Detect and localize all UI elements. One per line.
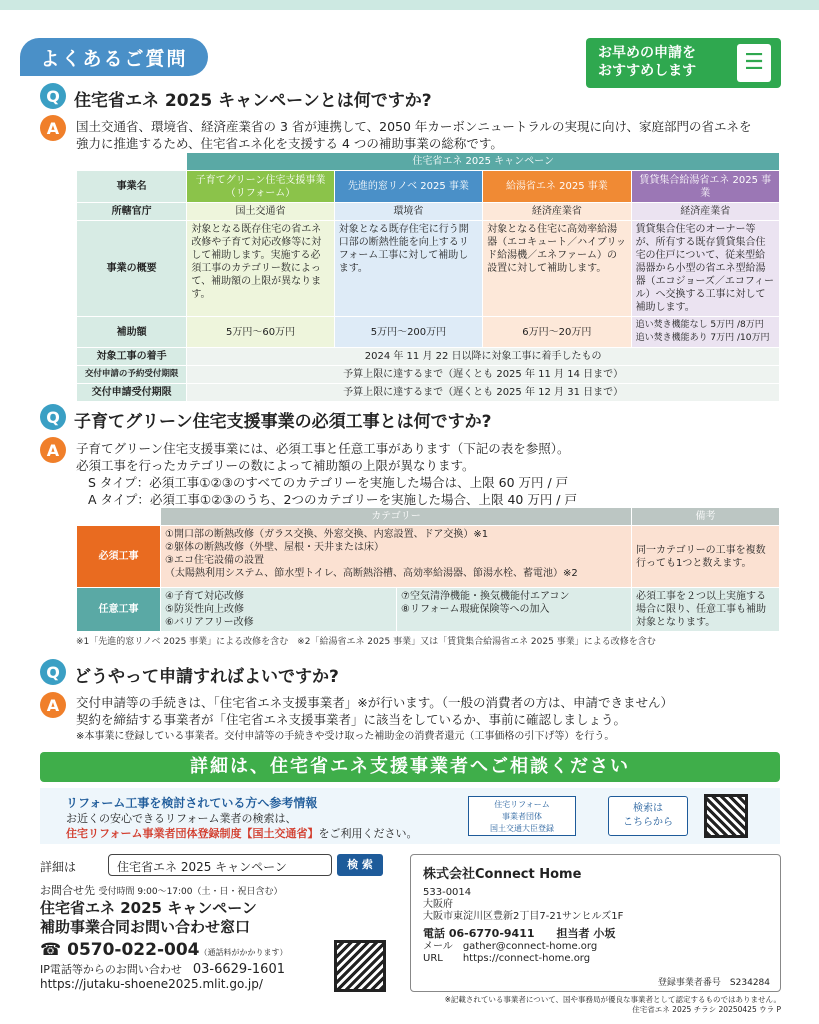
program3-summary: 対象となる住宅に高効率給湯器（エコキュート／ハイブリッド給湯機／エネファーム）の設置に対して補助します。 bbox=[483, 221, 631, 317]
program1-ministry: 国土交通省 bbox=[187, 203, 334, 221]
program4-subsidy-line2: 追い焚き機能あり 7万円 /10万円 bbox=[635, 333, 770, 343]
disclaimer-line2: 住宅省エネ 2025 チラシ 20250425 ウラ P bbox=[632, 1005, 781, 1014]
org-line2: 補助事業合同お問い合わせ窓口 bbox=[40, 918, 251, 936]
phone-icon: ☎ bbox=[40, 940, 62, 960]
q2-question: 子育てグリーン住宅支援事業の必須工事とは何ですか? bbox=[74, 412, 492, 432]
q1-question: 住宅省エネ 2025 キャンペーンとは何ですか? bbox=[74, 91, 432, 111]
q3-answer-line1: 交付申請等の手続きは、「住宅省エネ支援事業者」※が行います。（一般の消費者の方は、申請できません） bbox=[76, 695, 673, 710]
company-phone[interactable]: 06-6770-9411 bbox=[448, 927, 535, 940]
reform-info-box bbox=[40, 788, 780, 844]
company-postal: 533-0014 bbox=[423, 887, 472, 898]
start-text: 2024 年 11 月 22 日以降に対象工事に着手したもの bbox=[187, 348, 780, 366]
row-label-apply: 交付申請受付期限 bbox=[77, 384, 187, 402]
faq-tag: よくあるご質問 bbox=[20, 38, 208, 76]
program3-subsidy: 6万円〜20万円 bbox=[483, 317, 631, 348]
a-icon: A bbox=[40, 692, 66, 718]
ip-phone-label: IP電話等からのお問い合わせ bbox=[40, 963, 182, 976]
mail-label: メール bbox=[423, 941, 453, 952]
program2-subsidy: 5万円〜200万円 bbox=[334, 317, 482, 348]
program4-name: 賃貸集合給湯省エネ 2025 事業 bbox=[631, 171, 779, 203]
q2-answer-line2: 必須工事を行ったカテゴリーの数によって補助額の上限が異なります。 bbox=[76, 458, 475, 473]
inquiry-label: お問合せ先 bbox=[40, 884, 95, 897]
company-street: 大阪市東淀川区豊新2丁目7-21サンヒルズ1F bbox=[423, 911, 624, 922]
reg-number: S234284 bbox=[729, 978, 770, 988]
q2-answer bbox=[76, 440, 796, 508]
person-label: 担当者 bbox=[556, 927, 590, 940]
program2-name: 先進的窓リノベ 2025 事業 bbox=[334, 171, 482, 203]
q2-answer-line3: S タイプ：必須工事①②③のすべてのカテゴリーを実施した場合は、上限 60 万円 / 戸 bbox=[88, 475, 569, 490]
row-label-summary: 事業の概要 bbox=[77, 221, 187, 317]
required-item: （太陽熱利用システム、節水型トイレ、高断熱浴槽、高効率給湯器、節湯水栓、蓄電池）※2 bbox=[165, 568, 578, 579]
row-label-ministry: 所轄官庁 bbox=[77, 203, 187, 221]
company-name: 株式会社Connect Home bbox=[423, 867, 582, 882]
program4-ministry: 経済産業省 bbox=[631, 203, 779, 221]
company-mail[interactable]: gather@connect-home.org bbox=[462, 941, 598, 952]
q-icon: Q bbox=[40, 659, 66, 685]
program4-subsidy-line1: 追い焚き機能なし 5万円 /8万円 bbox=[635, 320, 764, 330]
org-name bbox=[40, 899, 257, 937]
row-label-reserve: 交付申請の予約受付期限 bbox=[77, 366, 187, 384]
program1-summary: 対象となる既存住宅の省エネ改修や子育て対応改修等に対して補助します。実施する必須工事のカテゴリー数によって、補助額の上限が異なります。 bbox=[187, 221, 334, 317]
program4-subsidy bbox=[631, 317, 779, 348]
program1-subsidy: 5万円〜60万円 bbox=[187, 317, 334, 348]
company-url[interactable]: https://connect-home.org bbox=[462, 953, 591, 964]
org-line1: 住宅省エネ 2025 キャンペーン bbox=[40, 899, 257, 917]
document-list-icon: ☰ bbox=[737, 44, 771, 82]
details-label: 詳細は bbox=[40, 860, 77, 874]
ip-phone-number[interactable]: 03-6629-1601 bbox=[192, 962, 285, 977]
row-label-name: 事業名 bbox=[77, 171, 187, 203]
apply-text: 予算上限に達するまで（遅くとも 2025 年 12 月 31 日まで） bbox=[187, 384, 780, 402]
q2-answer-line1: 子育てグリーン住宅支援事業には、必須工事と任意工事があります（下記の表を参照）。 bbox=[76, 441, 570, 456]
q1-answer bbox=[76, 118, 796, 152]
campaign-header: 住宅省エネ 2025 キャンペーン bbox=[187, 153, 780, 171]
row-label-subsidy: 補助額 bbox=[77, 317, 187, 348]
search-here-line1: 検索は bbox=[633, 803, 663, 814]
program1-name: 子育てグリーン住宅支援事業（リフォーム） bbox=[187, 171, 334, 203]
badge-line: 国土交通大臣登録 bbox=[490, 824, 554, 833]
q3-question: どうやって申請すればよいですか? bbox=[74, 667, 339, 687]
company-phone-line bbox=[423, 925, 615, 941]
early-application-notice bbox=[586, 38, 781, 88]
person-name: 小坂 bbox=[593, 927, 616, 940]
company-box bbox=[410, 854, 781, 992]
company-phone-label: 電話 bbox=[423, 927, 445, 940]
reform-registry-badge bbox=[468, 796, 576, 836]
q3-answer-line2: 契約を締結する事業者が「住宅省エネ支援事業者」に該当をしているか、事前に確認しましょう。 bbox=[76, 712, 627, 727]
required-item: ②躯体の断熱改修（外壁、屋根・天井または床） bbox=[165, 542, 384, 553]
top-strip bbox=[0, 0, 819, 10]
phone-note: （通話料がかかります） bbox=[199, 948, 288, 957]
ip-phone-line bbox=[40, 961, 285, 977]
reform-registry-link[interactable]: 住宅リフォーム事業者団体登録制度【国土交通省】 bbox=[66, 827, 319, 840]
q1-answer-line1: 国土交通省、環境省、経済産業省の 3 省が連携して、2050 年カーボンニュートラルの実現に向け、家庭部門の省エネを bbox=[76, 119, 752, 134]
row-label-start: 対象工事の着手 bbox=[77, 348, 187, 366]
optional-item: ⑦空気清浄機能・換気機能付エアコン bbox=[401, 591, 570, 602]
inquiry-hours: 受付時間 9:00〜17:00（土・日・祝日含む） bbox=[98, 887, 283, 897]
program3-ministry: 経済産業省 bbox=[483, 203, 631, 221]
registration-line bbox=[658, 975, 770, 988]
reform-line2-rest: をご利用ください。 bbox=[318, 827, 418, 840]
disclaimer bbox=[410, 995, 781, 1015]
reserve-text: 予算上限に達するまで（遅くとも 2025 年 11 月 14 日まで） bbox=[187, 366, 780, 384]
search-button[interactable]: 検 索 bbox=[337, 854, 383, 876]
program2-ministry: 環境省 bbox=[334, 203, 482, 221]
required-item: ③エコ住宅設備の設置 bbox=[165, 555, 264, 566]
category-header: カテゴリー bbox=[161, 508, 632, 526]
q-icon: Q bbox=[40, 83, 66, 109]
phone-number[interactable]: 0570-022-004 bbox=[67, 940, 200, 960]
campaign-url[interactable]: https://jutaku-shoene2025.mlit.go.jp/ bbox=[40, 977, 263, 991]
badge-line: 住宅リフォーム bbox=[494, 800, 550, 809]
a-icon: A bbox=[40, 437, 66, 463]
disclaimer-line1: ※記載されている事業者について、国や事務局が優良な事業者として認定するものではありません。 bbox=[444, 995, 781, 1004]
reform-title: リフォーム工事を検討されている方へ参考情報 bbox=[66, 796, 318, 810]
phone-line bbox=[40, 940, 288, 960]
early-line2: おすすめします bbox=[598, 63, 697, 79]
optional-item: ⑤防災性向上改修 bbox=[165, 604, 244, 615]
consult-banner: 詳細は、住宅省エネ支援事業者へご相談ください bbox=[40, 752, 780, 782]
required-works-list bbox=[161, 526, 632, 588]
qr-code-icon[interactable] bbox=[704, 794, 748, 838]
q3-answer-note: ※本事業に登録している事業者。交付申請等の手続きや受け取った補助金の消費者還元（工事価格の引下げ等）を行う。 bbox=[76, 731, 615, 742]
required-item: ①開口部の断熱改修（ガラス交換、外窓交換、内窓設置、ドア交換）※1 bbox=[165, 529, 489, 540]
campaign-table bbox=[76, 152, 780, 402]
inquiry-line bbox=[40, 882, 283, 898]
optional-works-right bbox=[397, 588, 632, 632]
optional-item: ⑧リフォーム瑕疵保険等への加入 bbox=[401, 604, 550, 615]
search-here-button[interactable] bbox=[608, 796, 688, 836]
early-line1: お早めの申請を bbox=[598, 45, 696, 61]
required-works-note: 同一カテゴリーの工事を複数行っても1つと数えます。 bbox=[632, 526, 780, 588]
works-table bbox=[76, 507, 780, 632]
q1-answer-line2: 強力に推進するため、住宅省エネ化を支援する 4 つの補助事業の総称です。 bbox=[76, 136, 503, 151]
company-pref: 大阪府 bbox=[423, 899, 453, 910]
note-header: 備考 bbox=[632, 508, 780, 526]
optional-item: ④子育て対応改修 bbox=[165, 591, 244, 602]
program3-name: 給湯省エネ 2025 事業 bbox=[483, 171, 631, 203]
reg-label: 登録事業者番号 bbox=[657, 978, 721, 988]
q-icon: Q bbox=[40, 404, 66, 430]
q2-answer-line4: A タイプ：必須工事①②③のうち、2つのカテゴリーを実施した場合、上限 40 万円 / 戸 bbox=[88, 492, 577, 507]
reform-line2 bbox=[66, 825, 417, 841]
optional-works-note: 必須工事を２つ以上実施する場合に限り、任意工事も補助対象となります。 bbox=[632, 588, 780, 632]
badge-line: 事業者団体 bbox=[502, 812, 542, 821]
search-here-line2: こちらから bbox=[623, 817, 673, 828]
company-address bbox=[423, 887, 623, 923]
q3-answer bbox=[76, 694, 796, 745]
reform-line1: お近くの安心できるリフォーム業者の検索は、 bbox=[66, 812, 297, 825]
company-web bbox=[423, 941, 597, 965]
optional-works-left bbox=[161, 588, 397, 632]
works-footnote: ※1「先進的窓リノベ 2025 事業」による改修を含む ※2「給湯省エネ 2025 事業」又は「賃貸集合給湯省エネ 2025 事業」による改修を含む bbox=[76, 637, 656, 647]
a-icon: A bbox=[40, 115, 66, 141]
optional-works-label: 任意工事 bbox=[77, 588, 161, 632]
program2-summary: 対象となる既存住宅に行う開口部の断熱性能を向上するリフォーム工事に対して補助します。 bbox=[334, 221, 482, 317]
program4-summary: 賃貸集合住宅のオーナー等が、所有する既存賃貸集合住宅の住戸について、従来型給湯器から小型の省エネ型給湯器（エコジョーズ／エコフィール）へ交換する工事に対して補助します。 bbox=[631, 221, 779, 317]
campaign-search-input[interactable]: 住宅省エネ 2025 キャンペーン bbox=[108, 854, 332, 876]
qr-code-icon[interactable] bbox=[334, 940, 386, 992]
url-label: URL bbox=[423, 953, 443, 964]
optional-item: ⑥バリアフリー改修 bbox=[165, 617, 254, 628]
required-works-label: 必須工事 bbox=[77, 526, 161, 588]
